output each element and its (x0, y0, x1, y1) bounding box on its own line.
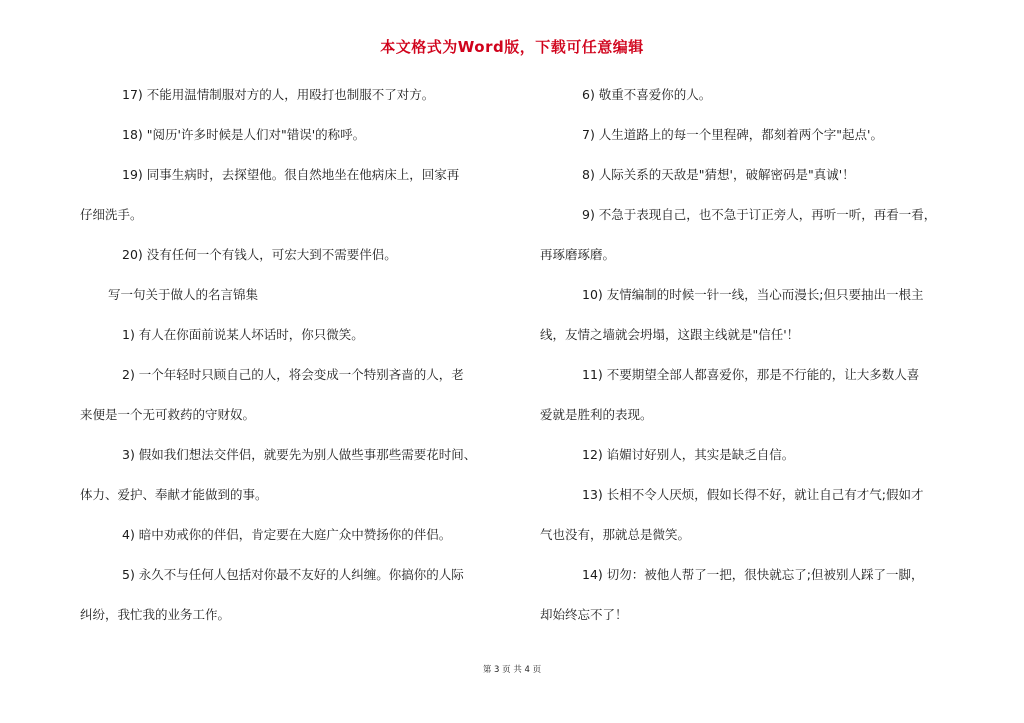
quote-9-line-1: 9) 不急于表现自己，也不急于订正旁人，再听一听，再看一看， (582, 207, 937, 222)
quote-9-line-2: 再琢磨琢磨。 (540, 247, 616, 262)
quote-14-line-2: 却始终忘不了！ (540, 607, 628, 622)
quote-13-line-2: 气也没有，那就总是微笑。 (540, 527, 691, 542)
quote-2-line-2: 来便是一个无可救药的守财奴。 (80, 407, 256, 422)
quote-1: 1) 有人在你面前说某人坏话时，你只微笑。 (122, 327, 364, 342)
quote-12: 12) 谄媚讨好别人，其实是缺乏自信。 (582, 447, 795, 462)
quote-10-line-1: 10) 友情编制的时候一针一线，当心而漫长;但只要抽出一根主 (582, 287, 924, 302)
quote-7: 7) 人生道路上的每一个里程碑，都刻着两个字"起点'。 (582, 127, 883, 142)
right-column (540, 0, 972, 723)
quote-20: 20) 没有任何一个有钱人，可宏大到不需要伴侣。 (122, 247, 397, 262)
page-footer: 第 3 页 共 4 页 (482, 665, 542, 675)
quote-6: 6) 敬重不喜爱你的人。 (582, 87, 712, 102)
quote-13-line-1: 13) 长相不令人厌烦，假如长得不好，就让自己有才气;假如才 (582, 487, 924, 502)
section-heading: 写一句关于做人的名言锦集 (108, 287, 259, 302)
document-banner: 本文格式为Word版，下载可任意编辑 (380, 38, 644, 56)
quote-2-line-1: 2) 一个年轻时只顾自己的人，将会变成一个特别吝啬的人，老 (122, 367, 464, 382)
quote-8: 8) 人际关系的天敌是"猜想'，破解密码是"真诚'！ (582, 167, 855, 182)
quote-5-line-1: 5) 永久不与任何人包括对你最不友好的人纠缠。你搞你的人际 (122, 567, 464, 582)
quote-19-line-2: 仔细洗手。 (80, 207, 143, 222)
quote-3-line-1: 3) 假如我们想法交伴侣，就要先为别人做些事那些需要花时间、 (122, 447, 477, 462)
quote-17: 17) 不能用温情制服对方的人，用殴打也制服不了对方。 (122, 87, 435, 102)
quote-19-line-1: 19) 同事生病时，去探望他。很自然地坐在他病床上，回家再 (122, 167, 460, 182)
quote-3-line-2: 体力、爱护、奉献才能做到的事。 (80, 487, 268, 502)
quote-11-line-1: 11) 不要期望全部人都喜爱你，那是不行能的，让大多数人喜 (582, 367, 920, 382)
quote-14-line-1: 14) 切勿：被他人帮了一把，很快就忘了;但被别人踩了一脚， (582, 567, 924, 582)
quote-11-line-2: 爱就是胜利的表现。 (540, 407, 653, 422)
quote-4: 4) 暗中劝戒你的伴侣，肯定要在大庭广众中赞扬你的伴侣。 (122, 527, 452, 542)
quote-10-line-2: 线，友情之墙就会坍塌，这跟主线就是"信任'！ (540, 327, 800, 342)
quote-18: 18) "阅历'许多时候是人们对"错误'的称呼。 (122, 127, 366, 142)
quote-5-line-2: 纠纷，我忙我的业务工作。 (80, 607, 231, 622)
left-column (80, 0, 512, 723)
